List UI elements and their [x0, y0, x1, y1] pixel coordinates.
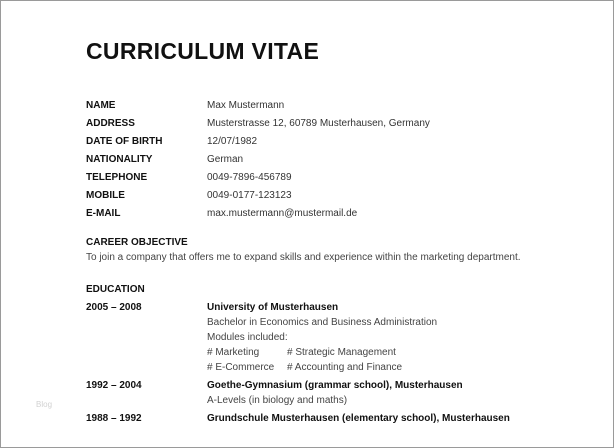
- education-school: University of Musterhausen: [207, 302, 339, 313]
- info-value: 0049-7896-456789: [207, 171, 292, 183]
- info-value: Max Mustermann: [207, 99, 285, 111]
- modules-label: Modules included:: [207, 332, 288, 343]
- info-label: DATE OF BIRTH: [86, 135, 163, 147]
- education-years: 2005 – 2008: [86, 302, 142, 313]
- education-details: [207, 378, 586, 408]
- module-item: # Marketing: [207, 347, 260, 358]
- education-years: 1988 – 1992: [86, 413, 142, 424]
- education-school: Goethe-Gymnasium (grammar school), Musterhausen: [207, 380, 463, 391]
- info-label: NAME: [86, 99, 116, 111]
- education-degree: Bachelor in Economics and Business Administration: [207, 317, 438, 328]
- cv-title: CURRICULUM VITAE: [86, 38, 320, 64]
- education-list: [86, 300, 586, 426]
- education-years: 1992 – 2004: [86, 380, 142, 391]
- module-item: # Accounting and Finance: [287, 362, 403, 373]
- info-row-name: [86, 96, 586, 114]
- module-item: # E-Commerce: [207, 362, 275, 373]
- education-details: [207, 411, 586, 426]
- watermark: Blog: [36, 400, 53, 409]
- info-label: ADDRESS: [86, 117, 135, 129]
- info-label: MOBILE: [86, 189, 125, 201]
- modules-grid: [207, 345, 586, 375]
- info-row-nationality: [86, 150, 586, 168]
- education-heading: EDUCATION: [86, 284, 145, 295]
- cv-page: [86, 38, 586, 426]
- education-degree: A-Levels (in biology and maths): [207, 395, 348, 406]
- info-value: max.mustermann@mustermail.de: [207, 207, 358, 219]
- info-value: Musterstrasse 12, 60789 Musterhausen, Germany: [207, 117, 430, 129]
- module-item: # Strategic Management: [287, 347, 396, 358]
- info-row-telephone: [86, 168, 586, 186]
- education-entry: [86, 300, 586, 375]
- education-entry: [86, 378, 586, 408]
- education-entry: [86, 411, 586, 426]
- career-objective-heading: CAREER OBJECTIVE: [86, 237, 188, 248]
- education-details: [207, 300, 586, 375]
- info-label: E-MAIL: [86, 207, 121, 219]
- education-school: Grundschule Musterhausen (elementary school), Musterhausen: [207, 413, 510, 424]
- info-value: 12/07/1982: [207, 135, 258, 147]
- career-objective-text: To join a company that offers me to expand skills and experience within the marketing department.: [86, 252, 521, 263]
- info-value: 0049-0177-123123: [207, 189, 292, 201]
- info-row-mobile: [86, 186, 586, 204]
- info-row-address: [86, 114, 586, 132]
- personal-info-table: [86, 96, 586, 222]
- info-label: NATIONALITY: [86, 153, 153, 165]
- info-row-date-of-birth: [86, 132, 586, 150]
- info-label: TELEPHONE: [86, 171, 148, 183]
- info-row-email: [86, 204, 586, 222]
- info-value: German: [207, 153, 244, 165]
